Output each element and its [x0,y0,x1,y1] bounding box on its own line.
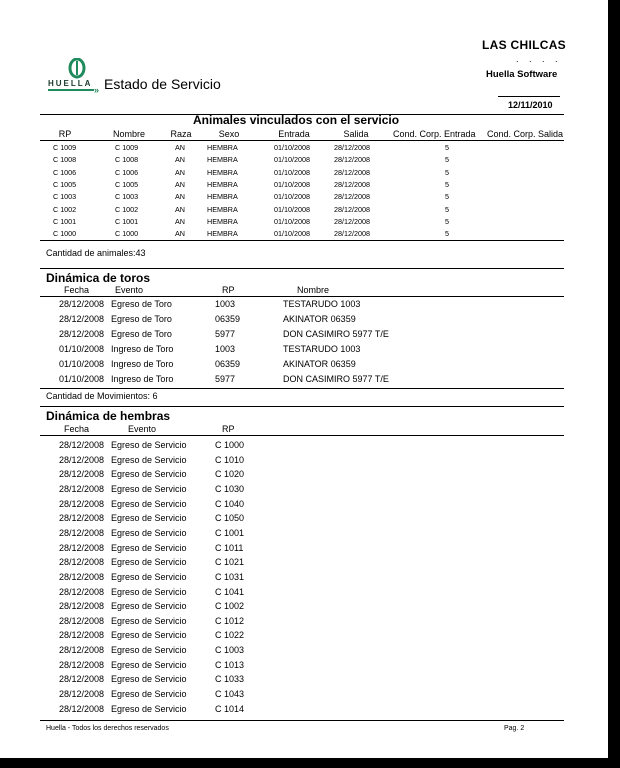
table-cell: AN [175,179,185,189]
table-cell: AN [175,167,185,177]
table-cell: 28/12/2008 [58,674,104,685]
table-cell: AN [175,204,185,214]
table-cell: 5 [445,179,449,189]
table-cell: TESTARUDO 1003 [283,299,361,309]
table-cell: C 1041 [215,586,245,597]
table-cell: 28/12/2008 [58,615,104,626]
table-cell: 01/10/2008 [274,229,310,239]
table-cell: AN [175,143,185,152]
table-cell: C 1003 [53,192,77,202]
table-cell: Egreso de Toro [111,314,172,324]
table-cell: 28/12/2008 [58,440,104,450]
column-header: Fecha [64,424,90,434]
table-cell: 1003 [215,344,236,354]
table-cell: C 1010 [215,454,245,465]
company-dots: . . . . [516,54,562,64]
toros-count: Cantidad de Movimientos: 6 [46,391,158,401]
table-cell: AN [175,155,185,165]
table-cell: 28/12/2008 [58,483,104,494]
table-cell: 28/12/2008 [58,689,104,700]
company-name: LAS CHILCAS [482,38,566,52]
table-cell: C 1000 [53,229,77,239]
table-cell: 5 [445,143,449,152]
animals-count: Cantidad de animales:43 [46,248,146,258]
table-cell: 28/12/2008 [58,601,104,612]
table-cell: C 1043 [215,689,245,700]
hembras-title: Dinámica de hembras [46,409,171,423]
table-cell: HEMBRA [207,204,238,214]
table-cell: 5 [445,216,449,226]
table-cell: DON CASIMIRO 5977 T/E [283,329,389,339]
table-cell: Egreso de Servicio [111,440,187,450]
table-cell: C 1002 [215,601,245,612]
table-cell: HEMBRA [207,179,238,189]
section-rule [40,406,564,407]
table-cell: AN [175,192,185,202]
table-cell: 28/12/2008 [58,586,104,597]
table-cell: C 1005 [115,179,139,189]
table-cell: C 1002 [53,204,77,214]
table-cell: 28/12/2008 [334,167,370,177]
software-name: Huella Software [486,69,558,80]
table-cell: 06359 [215,314,241,324]
section-rule [40,268,564,269]
table-cell: 28/12/2008 [334,229,370,239]
table-cell: 01/10/2008 [274,155,310,165]
table-cell: C 1021 [215,557,245,568]
table-cell: C 1031 [215,571,245,582]
table-cell: C 1001 [215,527,245,538]
table-cell: C 1030 [215,483,245,494]
table-cell: Ingreso de Toro [111,359,174,369]
table-cell: Egreso de Servicio [111,483,187,494]
table-cell: AN [175,229,185,239]
header-rule [40,140,564,141]
header-rule [40,296,564,297]
table-cell: 01/10/2008 [274,204,310,214]
table-cell: 28/12/2008 [58,703,104,714]
table-cell: C 1002 [115,204,139,214]
table-cell: C 1022 [215,630,245,641]
table-cell: 01/10/2008 [274,216,310,226]
column-header: Evento [115,285,144,295]
table-cell: 01/10/2008 [274,179,310,189]
table-cell: Egreso de Toro [111,299,172,309]
table-cell: 01/10/2008 [274,167,310,177]
table-cell: 06359 [215,359,241,369]
table-cell: 28/12/2008 [58,659,104,670]
table-cell: C 1005 [53,179,77,189]
table-cell: Ingreso de Toro [111,374,174,384]
column-header: RP [222,424,235,434]
table-cell: 28/12/2008 [58,557,104,568]
table-cell: C 1009 [115,143,139,152]
table-cell: 5 [445,229,449,239]
table-cell: TESTARUDO 1003 [283,344,361,354]
table-cell: 5 [445,155,449,165]
column-header: Nombre [297,285,330,295]
table-cell: C 1003 [115,192,139,202]
header-rule [40,435,564,436]
table-cell: 28/12/2008 [58,498,104,509]
table-cell: AN [175,216,185,226]
table-cell: 01/10/2008 [58,344,104,354]
table-cell: C 1001 [53,216,77,226]
table-cell: 5977 [215,374,236,384]
table-cell: Egreso de Servicio [111,630,187,641]
table-cell: 5 [445,204,449,214]
table-cell: HEMBRA [207,155,238,165]
table-cell: HEMBRA [207,143,238,152]
table-cell: 01/10/2008 [58,359,104,369]
table-cell: Egreso de Toro [111,329,172,339]
table-cell: Egreso de Servicio [111,659,187,670]
table-cell: C 1013 [215,659,245,670]
table-cell: HEMBRA [207,216,238,226]
date-rule [498,96,560,97]
table-cell: C 1008 [53,155,77,165]
table-cell: Egreso de Servicio [111,498,187,509]
table-cell: Egreso de Servicio [111,571,187,582]
table-cell: 28/12/2008 [58,299,104,309]
page-border-right [608,0,620,768]
table-cell: C 1033 [215,674,245,685]
table-cell: Egreso de Servicio [111,542,187,553]
table-cell: HEMBRA [207,229,238,239]
table-cell: 28/12/2008 [334,192,370,202]
table-cell: 28/12/2008 [58,513,104,524]
table-cell: Egreso de Servicio [111,645,187,656]
table-cell: C 1003 [215,645,245,656]
table-cell: AKINATOR 06359 [283,359,356,369]
column-header: RP [222,285,235,295]
table-cell: 5 [445,167,449,177]
table-cell: C 1020 [215,469,245,480]
column-header: Sexo [218,129,240,139]
table-cell: 28/12/2008 [334,204,370,214]
table-cell: C 1012 [215,615,245,626]
table-cell: 5 [445,192,449,202]
table-cell: 28/12/2008 [58,469,104,480]
table-cell: 28/12/2008 [58,571,104,582]
column-header: RP [58,129,72,139]
table-cell: Egreso de Servicio [111,557,187,568]
table-cell: 28/12/2008 [58,542,104,553]
table-cell: C 1008 [115,155,139,165]
table-cell: AKINATOR 06359 [283,314,356,324]
page-title: Estado de Servicio [104,76,221,92]
column-header: Fecha [64,285,90,295]
table-cell: HEMBRA [207,167,238,177]
table-cell: C 1014 [215,703,245,714]
column-header: Cond. Corp. Entrada [393,129,476,139]
table-cell: C 1000 [215,440,245,450]
section-rule [40,240,564,241]
report-date: 12/11/2010 [508,100,553,110]
table-cell: Egreso de Servicio [111,513,187,524]
column-header: Cond. Corp. Salida [486,129,564,139]
table-cell: C 1040 [215,498,245,509]
page-border-bottom [0,758,620,768]
table-cell: 28/12/2008 [334,143,370,152]
table-cell: 28/12/2008 [334,179,370,189]
table-cell: C 1006 [53,167,77,177]
table-cell: 01/10/2008 [274,192,310,202]
table-cell: Egreso de Servicio [111,601,187,612]
table-cell: Egreso de Servicio [111,674,187,685]
table-cell: 28/12/2008 [58,314,104,324]
table-cell: Egreso de Servicio [111,615,187,626]
huella-logo [46,58,108,96]
table-cell: Egreso de Servicio [111,586,187,597]
table-cell: C 1009 [53,143,77,152]
table-cell: 5977 [215,329,236,339]
footer-rule [40,720,564,721]
section-rule [40,388,564,389]
table-cell: C 1011 [215,542,244,553]
table-cell: C 1050 [215,513,245,524]
table-cell: 28/12/2008 [58,645,104,656]
table-cell: HEMBRA [207,192,238,202]
column-header: Evento [128,424,157,434]
table-cell: Egreso de Servicio [111,454,187,465]
table-cell: 28/12/2008 [334,155,370,165]
svg-text:»: » [94,85,100,95]
table-cell: C 1006 [115,167,139,177]
animals-title: Animales vinculados con el servicio [193,113,400,127]
logo-text: HUELLA [48,79,93,88]
table-cell: 28/12/2008 [58,454,104,465]
toros-title: Dinámica de toros [46,271,151,285]
column-header: Raza [170,129,192,139]
table-cell: C 1000 [115,229,139,239]
table-cell: Egreso de Servicio [111,689,187,700]
table-cell: 28/12/2008 [58,630,104,641]
table-cell: 1003 [215,299,236,309]
table-cell: 28/12/2008 [58,527,104,538]
table-cell: 01/10/2008 [274,143,310,152]
table-cell: Ingreso de Toro [111,344,174,354]
table-cell: Egreso de Servicio [111,469,187,480]
table-cell: Egreso de Servicio [111,527,187,538]
table-cell: C 1001 [115,216,139,226]
column-header: Entrada [278,129,310,139]
footer-page: Pag. 2 [504,725,525,732]
table-cell: 28/12/2008 [58,329,104,339]
column-header: Salida [343,129,369,139]
footer-rights: Huella - Todos los derechos reservados [46,725,169,732]
table-cell: DON CASIMIRO 5977 T/E [283,374,389,384]
table-cell: 01/10/2008 [58,374,104,384]
column-header: Nombre [112,129,145,139]
table-cell: Egreso de Servicio [111,703,187,714]
table-cell: 28/12/2008 [334,216,370,226]
